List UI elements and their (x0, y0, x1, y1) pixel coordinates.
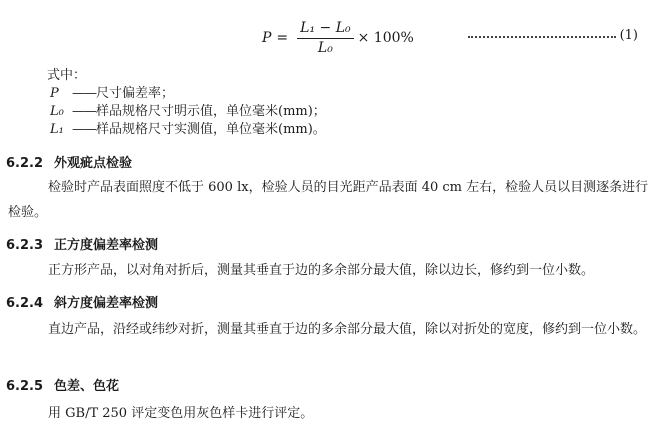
equation-number: (1) (619, 28, 638, 43)
section-heading-6-2-4 (6, 292, 158, 311)
section-number: 6.2.4 (6, 296, 44, 311)
section-body-6-2-3: 正方形产品，以对角对折后，测量其垂直于边的多余部分最大值，除以边长，修约到一位小数。 (48, 263, 595, 278)
section-title: 斜方度偏差率检测 (54, 296, 159, 311)
formula-denominator: L₀ (317, 39, 333, 56)
section-body-6-2-2: 检验时产品表面照度不低于 600 lx，检验人员的目光距产品表面 40 cm 左右，检验人员以目测逐条进行检验。 (8, 180, 649, 220)
section-number: 6.2.5 (6, 379, 44, 394)
where-symbol: L₀ (50, 104, 64, 119)
where-item-l0 (50, 103, 326, 121)
where-desc: 样品规格尺寸实测值，单位毫米(mm)。 (96, 122, 326, 137)
where-desc: 尺寸偏差率； (96, 86, 175, 101)
section-number: 6.2.3 (6, 238, 44, 253)
where-symbol: P (50, 86, 59, 101)
where-symbol: L₁ (50, 122, 64, 137)
section-heading-6-2-3 (6, 234, 158, 253)
formula-fraction (297, 20, 353, 57)
where-item-l1 (50, 121, 326, 139)
where-dash: —— (72, 104, 96, 119)
formula-lhs: P (262, 30, 272, 46)
section-heading-6-2-2 (6, 152, 132, 171)
formula-numerator: L₁ − L₀ (297, 20, 353, 39)
where-dash: —— (72, 86, 96, 101)
where-label: 式中： (47, 68, 87, 83)
section-heading-6-2-5 (6, 375, 119, 394)
section-title: 正方度偏差率检测 (54, 238, 159, 253)
section-number: 6.2.2 (6, 156, 44, 171)
section-title: 外观疵点检验 (54, 156, 133, 171)
formula (262, 18, 414, 58)
section-body-6-2-5: 用 GB/T 250 评定变色用灰色样卡进行评定。 (48, 406, 314, 421)
formula-equals: = (276, 30, 289, 46)
leader-dots (468, 28, 616, 38)
where-dash: —— (72, 122, 96, 137)
section-body-6-2-4: 直边产品，沿经或纬纱对折，测量其垂直于边的多余部分最大值，除以对折处的宽度，修约到一位小数。 (48, 322, 647, 337)
where-desc: 样品规格尺寸明示值，单位毫米(mm)； (96, 104, 326, 119)
formula-times: × 100% (357, 30, 414, 46)
section-title: 色差、色花 (54, 379, 120, 394)
equation-number-line (468, 28, 638, 43)
where-item-p (50, 85, 174, 103)
